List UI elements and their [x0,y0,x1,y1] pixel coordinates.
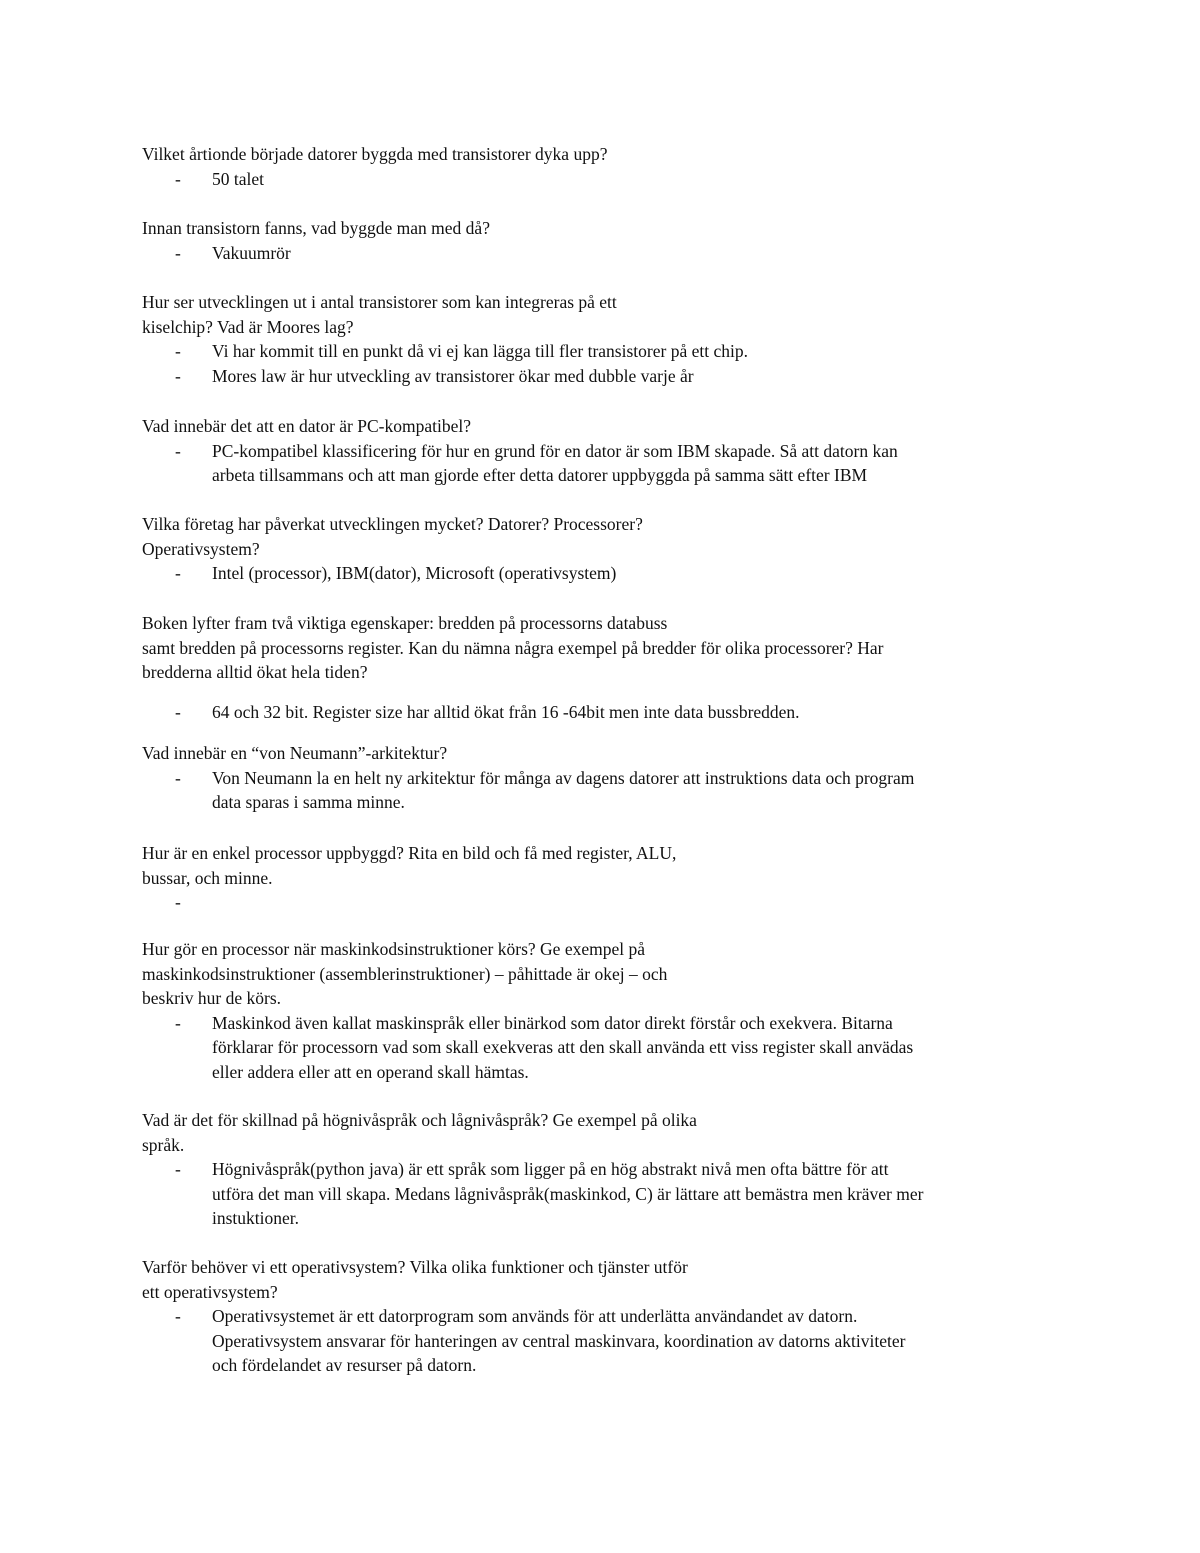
bullet-dash: - [175,1306,181,1327]
question-text: Vad innebär en “von Neumann”-arkitektur? [142,743,448,763]
answer-list [142,167,1072,192]
answer-item [142,1304,1072,1378]
qa-section [142,1255,1072,1378]
qa-section [142,414,1072,488]
bullet-dash: - [175,168,181,189]
bullet-dash: - [175,365,181,386]
answer-text: Vakuumrör [212,242,291,263]
answer-item [142,167,1072,192]
answer-text: Mores law är hur utveckling av transistorer ökar med dubble varje år [212,365,694,386]
question-text: Vad är det för skillnad på högnivåspråk och lågnivåspråk? Ge exempel på olika språk. [142,1110,697,1155]
question-text: Hur är en enkel processor uppbyggd? Rita en bild och få med register, ALU, bussar, och minne. [142,843,677,888]
question-text: Vad innebär det att en dator är PC-kompatibel? [142,416,471,436]
answer-item [142,241,1072,266]
answer-item [142,339,1072,364]
answer-list [142,339,1072,388]
qa-section [142,142,1072,191]
qa-section [142,290,1072,388]
answer-text: Vi har kommit till en punkt då vi ej kan lägga till fler transistorer på ett chip. [212,341,748,362]
answer-text: PC-kompatibel klassificering för hur en grund för en dator är som IBM skapade. Så att datorn kan arbeta tillsammans och att man gjorde efter detta datorer uppbyggda på samma sätt efter IBM [212,440,898,486]
qa-section [142,216,1072,265]
answer-text: Högnivåspråk(python java) är ett språk som ligger på en hög abstrakt nivå men ofta bättre för att utföra det man vill skapa. Medans lågnivåspråk(maskinkod, C) är lättare att bemästra men kräver mer instuktioner. [212,1159,924,1229]
bullet-dash: - [175,701,181,722]
question-text: Innan transistorn fanns, vad byggde man med då? [142,218,490,238]
answer-list [142,700,1072,725]
question-text: Hur gör en processor när maskinkodsinstruktioner körs? Ge exempel på maskinkodsinstruktioner (assemblerinstruktioner) – påhittade är okej – och beskriv hur de körs. [142,939,668,1009]
answer-item [142,700,1072,725]
answer-list [142,439,1072,488]
answer-item [142,1011,1072,1085]
question-text: Hur ser utvecklingen ut i antal transistorer som kan integreras på ett kiselchip? Vad är Moores lag? [142,292,617,337]
answer-item [142,561,1072,586]
answer-item [142,439,1072,488]
answer-list [142,1011,1072,1085]
bullet-dash: - [175,440,181,461]
answer-text: Operativsystemet är ett datorprogram som används för att underlätta användandet av datorn. Operativsystem ansvarar för hanteringen av central maskinvara, koordination av datorns aktiviteter och fördelandet av resurser på datorn. [212,1306,906,1376]
bullet-dash: - [175,1159,181,1180]
answer-text: 50 talet [212,168,264,189]
answer-list [142,241,1072,266]
bullet-dash: - [175,892,181,913]
question-text: Vilket årtionde började datorer byggda med transistorer dyka upp? [142,144,608,164]
bullet-dash: - [175,1012,181,1033]
qa-section [142,841,1072,913]
answer-text: Intel (processor), IBM(dator), Microsoft (operativsystem) [212,563,617,584]
qa-section [142,1108,1072,1231]
answer-list [142,561,1072,586]
question-text: Vilka företag har påverkat utvecklingen mycket? Datorer? Processorer? Operativsystem? [142,514,643,559]
answer-text: Maskinkod även kallat maskinspråk eller binärkod som dator direkt förstår och exekvera. Bitarna förklarar för processorn vad som skall exekveras att den skall använda ett viss register skall anvädas eller addera eller att en operand skall hämtas. [212,1012,914,1082]
answer-item [142,364,1072,389]
question-text: Boken lyfter fram två viktiga egenskaper: bredden på processorns databuss samt bredden på processorns register. Kan du nämna några exempel på bredder för olika processorer? Har bredderna alltid ökat hela tiden? [142,613,884,683]
question-text: Varför behöver vi ett operativsystem? Vilka olika funktioner och tjänster utför ett operativsystem? [142,1257,688,1302]
qa-section [142,741,1072,815]
answer-list [142,766,1072,815]
answer-item [142,1157,1072,1231]
bullet-dash: - [175,242,181,263]
answer-text: Von Neumann la en helt ny arkitektur för många av dagens datorer att instruktions data och program data sparas i samma minne. [212,767,915,813]
answer-list [142,1157,1072,1231]
qa-section [142,937,1072,1085]
answer-text: 64 och 32 bit. Register size har alltid ökat från 16 -64bit men inte data bussbredden. [212,701,800,722]
qa-section [142,611,1072,724]
answer-item [142,766,1072,815]
bullet-dash: - [175,563,181,584]
qa-section [142,512,1072,586]
answer-list [142,1304,1072,1378]
bullet-dash: - [175,767,181,788]
bullet-dash: - [175,341,181,362]
